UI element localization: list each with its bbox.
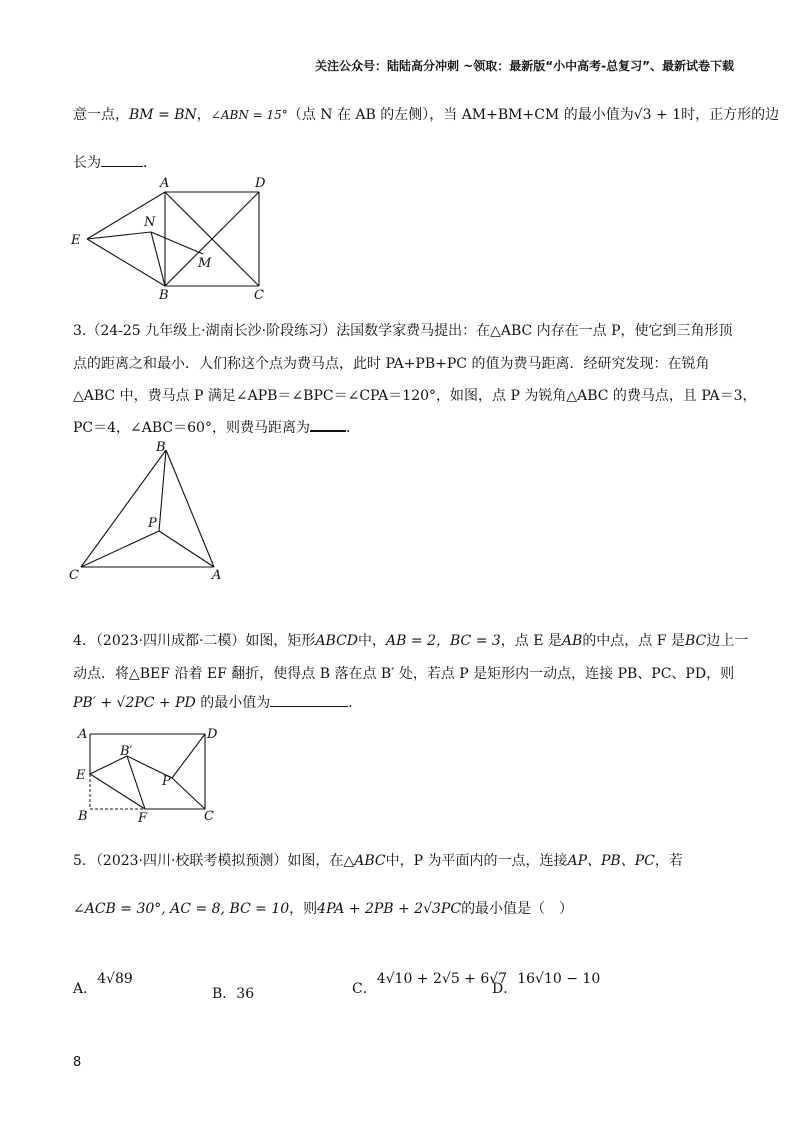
q3-line2: 点的距离之和最小．人们称这个点为费马点，此时 PA+PB+PC 的值为费马距离．经研究发现：在锐角 <box>73 356 710 372</box>
q4-eq-sides: AB = 2，BC = 3 <box>386 633 501 649</box>
label-F: F <box>138 811 148 826</box>
q2-min-value: √3 + 1 <box>633 107 682 123</box>
label-D: D <box>255 176 266 191</box>
label-C: C <box>204 809 214 824</box>
answer-blank <box>101 154 143 167</box>
option-b[interactable]: B．36 <box>212 986 255 1002</box>
label-B: B <box>156 440 166 455</box>
label-N: N <box>144 215 156 230</box>
label-P: P <box>162 774 171 789</box>
q2-eq-bm-bn: BM = BN <box>129 107 197 123</box>
page-header: 关注公众号：陆陆高分冲刺 ~领取：最新版“小中高考-总复习”、最新试卷下载 <box>315 59 734 73</box>
option-d[interactable]: D．16√10 − 10 <box>492 971 601 997</box>
label-C: C <box>69 568 79 583</box>
q3-line3: △ABC 中，费马点 P 满足∠APB＝∠BPC＝∠CPA＝120°，如图，点 P 为锐角△ABC 的费马点，且 PA＝3， <box>73 388 757 404</box>
label-P: P <box>148 516 157 531</box>
answer-blank <box>310 418 346 432</box>
answer-blank <box>270 694 348 707</box>
q4-line3: PB′ + √2PC + PD 的最小值为 ． <box>73 695 363 711</box>
q4-expression: PB′ + √2PC + PD <box>73 695 196 711</box>
figure-square-abcd <box>66 172 276 302</box>
q5-line2: ∠ACB = 30°, AC = 8, BC = 10，则4PA + 2PB + 2√3PC的最小值是（ ） <box>73 901 574 917</box>
label-B-prime: B′ <box>120 744 133 759</box>
q2-line1: 意一点，BM = BN，∠ABN = 15°（点 N 在 AB 的左侧），当 AM+BM+CM 的最小值为√3 + 1时，正方形的边 <box>73 107 780 123</box>
label-M: M <box>198 256 212 271</box>
q5-conditions: ∠ACB = 30°, AC = 8, BC = 10 <box>73 901 290 917</box>
option-a[interactable]: A．4√89 <box>73 971 133 997</box>
label-E: E <box>71 233 81 248</box>
q3-line4: PC＝4，∠ABC＝60°，则费马距离为 ． <box>73 420 360 436</box>
label-C: C <box>254 288 264 302</box>
q5-expression: 4PA + 2PB + 2√3PC <box>317 901 462 917</box>
label-A: A <box>160 176 170 191</box>
figure-triangle-fermat <box>66 438 236 583</box>
q4-line1: 4．（2023·四川成都·二模）如图，矩形ABCD中，AB = 2，BC = 3，点 E 是AB的中点，点 F 是BC边上一 <box>73 633 749 649</box>
label-D: D <box>207 727 218 742</box>
label-B: B <box>159 288 169 302</box>
label-B: B <box>78 809 88 824</box>
q3-line1: 3.（24-25 九年级上·湖南长沙·阶段练习）法国数学家费马提出：在△ABC 内存在一点 P，使它到三角形顶 <box>73 323 733 339</box>
q5-line1: 5．（2023·四川·校联考模拟预测）如图，在△ABC中，P 为平面内的一点，连接AP、PB、PC，若 <box>73 853 683 869</box>
label-A: A <box>212 568 222 583</box>
option-c[interactable]: C．4√10 + 2√5 + 6√7 <box>352 971 508 997</box>
q2-line2: 长为 ． <box>73 155 157 171</box>
q4-line2: 动点．将△BEF 沿着 EF 翻折，使得点 B 落在点 B′ 处，若点 P 是矩形内一动点，连接 PB、PC、PD，则 <box>73 666 735 682</box>
label-A: A <box>78 727 88 742</box>
figure-rectangle-fold <box>72 722 227 827</box>
page-number: 8 <box>73 1055 82 1070</box>
label-E: E <box>76 768 86 783</box>
q2-eq-angle: ∠ABN = 15° <box>210 108 288 122</box>
